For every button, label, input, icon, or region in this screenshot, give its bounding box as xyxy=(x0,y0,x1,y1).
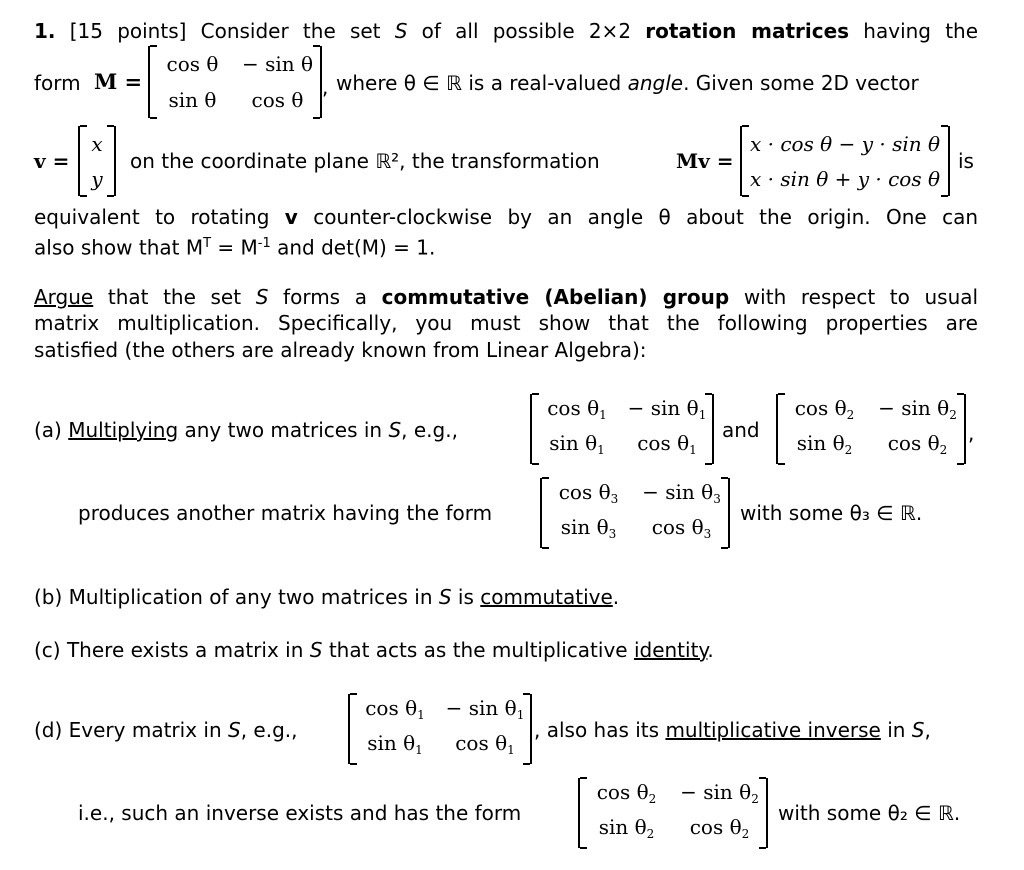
part-d-with: with some θ₂ ∈ ℝ. xyxy=(778,801,961,825)
problem-line-1: 1. [15 points] Consider the set S of all possible 2×2 rotation matrices having the xyxy=(34,19,979,43)
part-d-matrix-2: $\cos \theta_2$ − $\sin \theta_2$ $\sin \theta_2$ $\cos \theta_2$ xyxy=(578,778,768,848)
v-matrix: x y xyxy=(78,126,116,196)
part-a-text: (a) Multiplying any two matrices in S, e.g., xyxy=(34,418,458,442)
argue-line-3: satisfied (the others are already known from Linear Algebra): xyxy=(34,338,647,362)
part-b-text: (b) Multiplication of any two matrices in S is commutative. xyxy=(34,585,620,609)
problem-number: 1. xyxy=(34,19,56,43)
transpose-line: also show that $M^T = M^{-1}$ and det(M) = 1. xyxy=(34,235,436,260)
M-equals: M = xyxy=(94,69,143,94)
Mv-matrix: x · cos θ − y · sin θ x · sin θ + y · cos θ xyxy=(740,126,950,196)
part-d-matrix-1: $\cos \theta_1$ − $\sin \theta_1$ $\sin \theta_1$ $\cos \theta_1$ xyxy=(348,694,532,764)
part-a-matrix-1: $\cos \theta_1$ − $\sin \theta_1$ $\sin \theta_1$ $\cos \theta_1$ xyxy=(530,394,714,464)
part-d-also: , also has its multiplicative inverse in S, xyxy=(534,718,931,742)
part-a-matrix-3: $\cos \theta_3$ − $\sin \theta_3$ $\sin \theta_3$ $\cos \theta_3$ xyxy=(540,478,730,548)
part-d-ie: i.e., such an inverse exists and has the form xyxy=(78,801,522,825)
argue-line-2: matrix multiplication. Specifically, you must show that the following properties are xyxy=(34,311,978,335)
rotation-matrices-term: rotation matrices xyxy=(645,19,850,43)
argue-line-1: Argue that the set S forms a commutative (Abelian) group with respect to usual xyxy=(34,285,979,309)
v-equals: v = xyxy=(34,149,70,173)
part-a-with: with some θ₃ ∈ ℝ. xyxy=(740,501,923,525)
M-matrix: cos θ − sin θ sin θ cos θ xyxy=(148,46,322,118)
coord-text: on the coordinate plane ℝ², the transformation xyxy=(130,149,600,173)
equivalent-line: equivalent to rotating v counter-clockwise by an angle θ about the origin. One can xyxy=(34,205,979,229)
form-label: form xyxy=(34,71,81,95)
Mv-equals: Mv = xyxy=(676,149,734,173)
part-a-produces: produces another matrix having the form xyxy=(78,501,493,525)
part-d-text: (d) Every matrix in S, e.g., xyxy=(34,718,298,742)
part-c-text: (c) There exists a matrix in S that acts as the multiplicative identity. xyxy=(34,638,714,662)
where-text: where θ ∈ ℝ is a real-valued angle. Given some 2D vector xyxy=(336,71,919,95)
part-a-matrix-2: $\cos \theta_2$ − $\sin \theta_2$ $\sin \theta_2$ $\cos \theta_2$ xyxy=(776,394,966,464)
